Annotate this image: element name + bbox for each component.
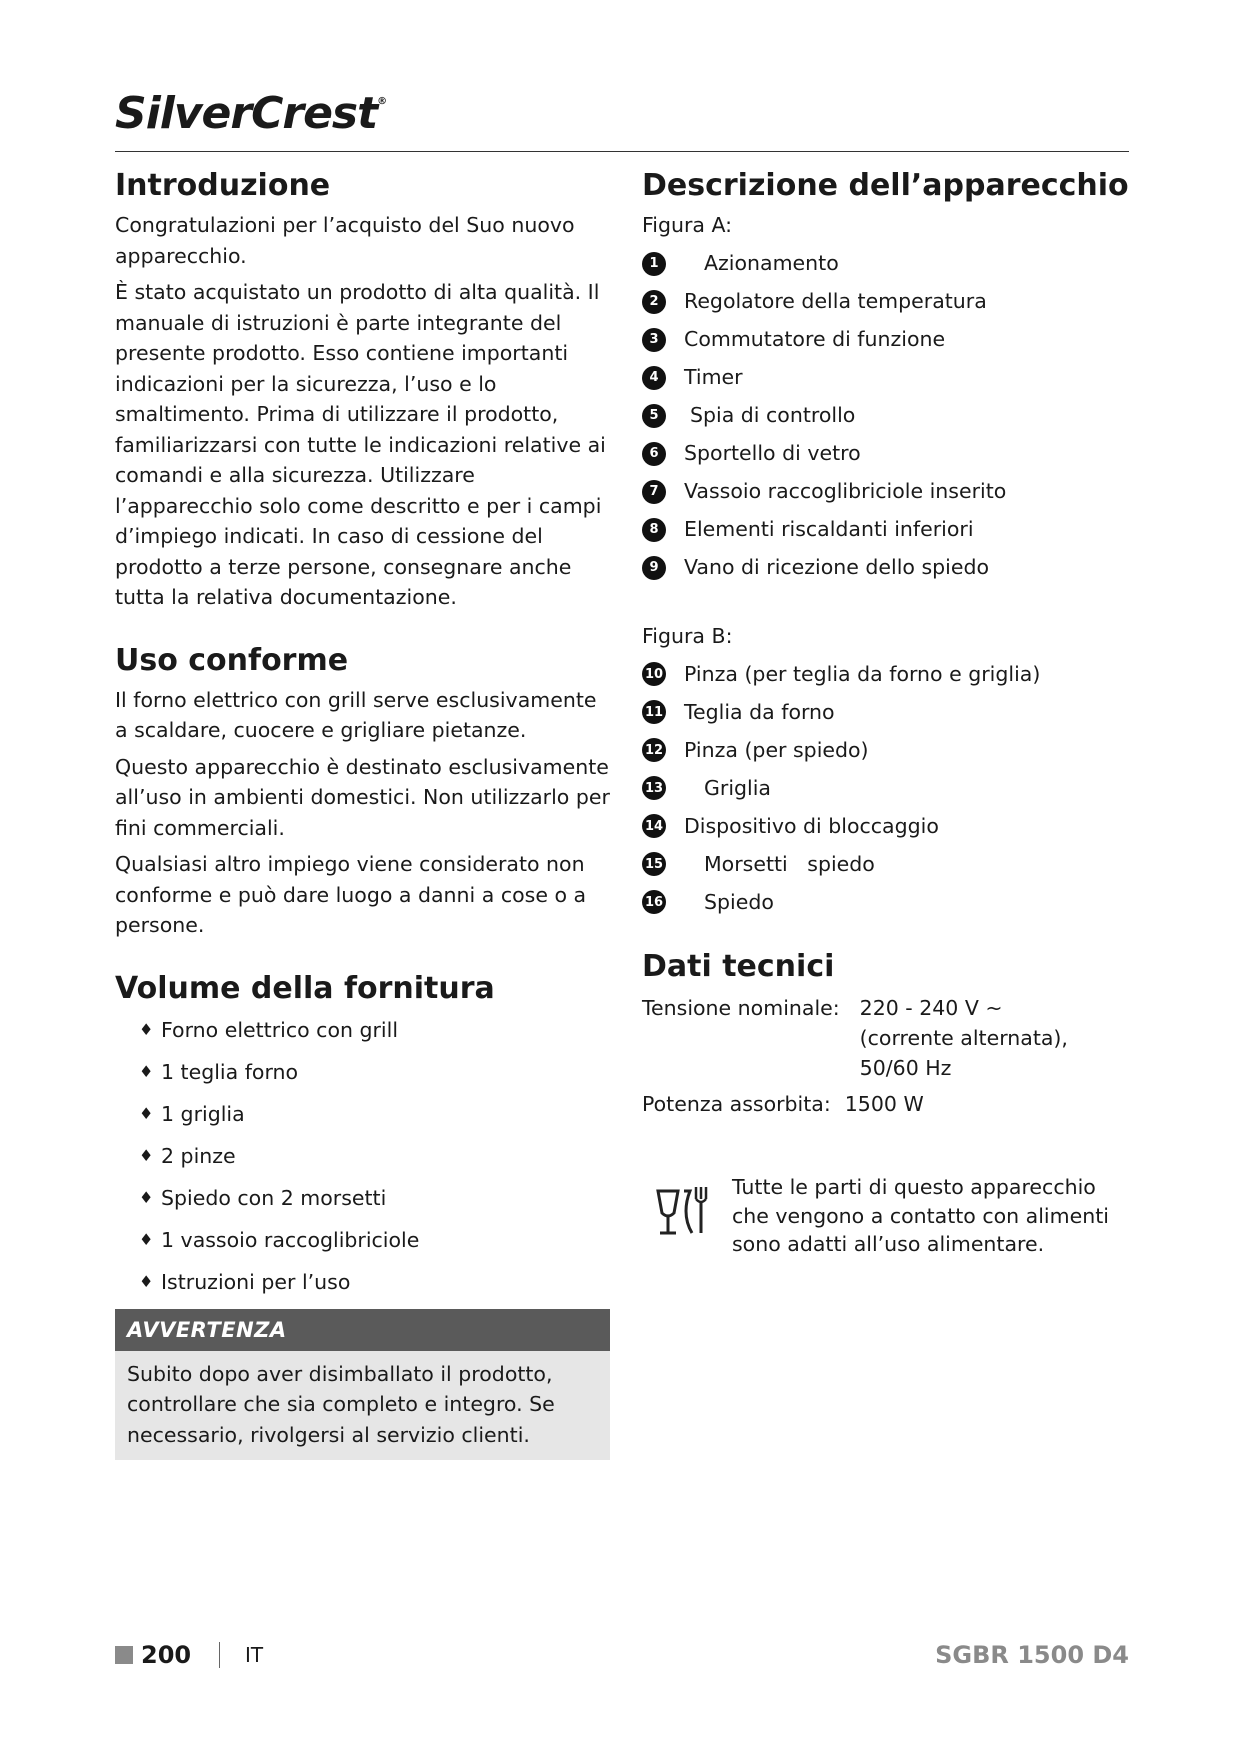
uso-paragraph-3: Qualsiasi altro impiego viene considerato non conforme e può dare luogo a danni a cose o a persone. (115, 852, 587, 937)
list-item: ♦ 1 vassoio raccoglibriciole (139, 1225, 610, 1255)
food-safe-text: Tutte le parti di questo apparecchio che vengono a contatto con alimenti sono adatti all’uso alimentare. (732, 1175, 1109, 1256)
figura-b-list (642, 655, 1142, 921)
list-item: 14 Dispositivo di bloccaggio (642, 807, 1142, 845)
voltage-label: Tensione nominale: (642, 996, 840, 1020)
list-item: 4 Timer (642, 359, 1142, 397)
warning-title: AVVERTENZA (115, 1309, 610, 1351)
power-label: Potenza assorbita: (642, 1092, 831, 1116)
diamond-bullet-icon: ♦ (139, 1229, 154, 1249)
intro-paragraph-1: Congratulazioni per l’acquisto del Suo nuovo apparecchio. (115, 213, 575, 268)
intro-paragraph-2: È stato acquistato un prodotto di alta qualità. Il manuale di istruzioni è parte integrante del presente prodotto. Esso contiene importanti indicazioni per la sicurezza, l’uso e lo smaltimento. Prima di utilizzare il prodotto, familiarizzarsi con tutte le indicazioni relative ai comandi e alla sicurezza. Utilizzare l’apparecchio solo come descritto e per i campi d’impiego indicati. In caso di cessione del prodotto a terze persone, consegnare anche tutta la relativa documentazione. (115, 280, 606, 609)
footer-divider (219, 1642, 220, 1668)
list-item: 7 Vassoio raccoglibriciole inserito (642, 473, 1142, 511)
number-badge: 14 (642, 814, 666, 838)
list-item: 6 Sportello di vetro (642, 435, 1142, 473)
brand-logo (115, 88, 386, 139)
list-item: ♦ Forno elettrico con grill (139, 1015, 610, 1045)
uso-paragraph-2: Questo apparecchio è destinato esclusivamente all’uso in ambienti domestici. Non utilizzarlo per fini commerciali. (115, 754, 610, 840)
diamond-bullet-icon: ♦ (139, 1187, 154, 1207)
language-code: IT (245, 1643, 264, 1667)
descr-title: Descrizione dell’apparecchio (642, 168, 1129, 203)
diamond-bullet-icon: ♦ (139, 1145, 154, 1165)
list-item: ♦ 1 teglia forno (139, 1057, 610, 1087)
list-item: 13 Griglia (642, 769, 1142, 807)
tech-power-row (642, 1089, 1142, 1119)
diamond-bullet-icon: ♦ (139, 1103, 154, 1123)
number-badge: 2 (642, 290, 666, 314)
list-item: ♦ 1 griglia (139, 1099, 610, 1129)
list-item: 1 Azionamento (642, 245, 1142, 283)
list-item: 5 Spia di controllo (642, 397, 1142, 435)
list-item: 11 Teglia da forno (642, 693, 1142, 731)
fornitura-title: Volume della fornitura (115, 970, 495, 1006)
diamond-bullet-icon: ♦ (139, 1061, 154, 1081)
list-item: 2 Regolatore della temperatura (642, 283, 1142, 321)
figura-a-list (642, 245, 1142, 587)
list-item: 9 Vano di ricezione dello spiedo (642, 549, 1142, 587)
number-badge: 4 (642, 366, 666, 390)
header-rule (115, 151, 1129, 152)
model-number: SGBR 1500 D4 (935, 1641, 1129, 1669)
left-column (115, 166, 610, 1460)
warning-text: Subito dopo aver disimballato il prodotto, controllare che sia completo e integro. Se necessario, rivolgersi al servizio clienti. (127, 1361, 555, 1447)
list-item: ♦ Spiedo con 2 morsetti (139, 1183, 610, 1213)
brand-name: SilverCrest (115, 88, 378, 139)
uso-paragraph-1: Il forno elettrico con grill serve esclusivamente a scaldare, cuocere e grigliare pietanze. (115, 687, 597, 742)
figura-b-label: Figura B: (642, 623, 733, 648)
food-safe-icon (652, 1179, 716, 1243)
page-footer (115, 1636, 1129, 1676)
list-item: ♦ Istruzioni per l’uso (139, 1267, 610, 1297)
list-item: 8 Elementi riscaldanti inferiori (642, 511, 1142, 549)
number-badge: 7 (642, 480, 666, 504)
list-item: ♦ 2 pinze (139, 1141, 610, 1171)
voltage-value: 220 - 240 V ~ (corrente alternata), 50/60 Hz (859, 996, 1068, 1080)
number-badge: 1 (642, 252, 666, 276)
list-item: 16 Spiedo (642, 883, 1142, 921)
number-badge: 8 (642, 518, 666, 542)
warning-box (115, 1309, 610, 1461)
footer-square-icon (115, 1646, 133, 1664)
list-item: 15 Morsetti spiedo (642, 845, 1142, 883)
diamond-bullet-icon: ♦ (139, 1019, 154, 1039)
number-badge: 10 (642, 662, 666, 686)
uso-title: Uso conforme (115, 642, 349, 678)
right-column (642, 166, 1142, 1259)
list-item: 3 Commutatore di funzione (642, 321, 1142, 359)
number-badge: 13 (642, 776, 666, 800)
number-badge: 6 (642, 442, 666, 466)
fornitura-list (115, 1015, 610, 1297)
number-badge: 11 (642, 700, 666, 724)
figura-a-label: Figura A: (642, 213, 733, 237)
number-badge: 5 (642, 404, 666, 428)
food-safe-note (642, 1173, 1142, 1259)
power-value: 1500 W (844, 1092, 924, 1116)
number-badge: 3 (642, 328, 666, 352)
number-badge: 9 (642, 556, 666, 580)
number-badge: 12 (642, 738, 666, 762)
number-badge: 15 (642, 852, 666, 876)
list-item: 10 Pinza (per teglia da forno e griglia) (642, 655, 1142, 693)
tech-title: Dati tecnici (642, 949, 835, 984)
tech-voltage-row (642, 993, 1142, 1083)
list-item: 12 Pinza (per spiedo) (642, 731, 1142, 769)
intro-title: Introduzione (115, 168, 331, 203)
diamond-bullet-icon: ♦ (139, 1271, 154, 1291)
number-badge: 16 (642, 890, 666, 914)
page-number: 200 (141, 1641, 192, 1669)
brand-registered-mark: ® (377, 96, 387, 107)
